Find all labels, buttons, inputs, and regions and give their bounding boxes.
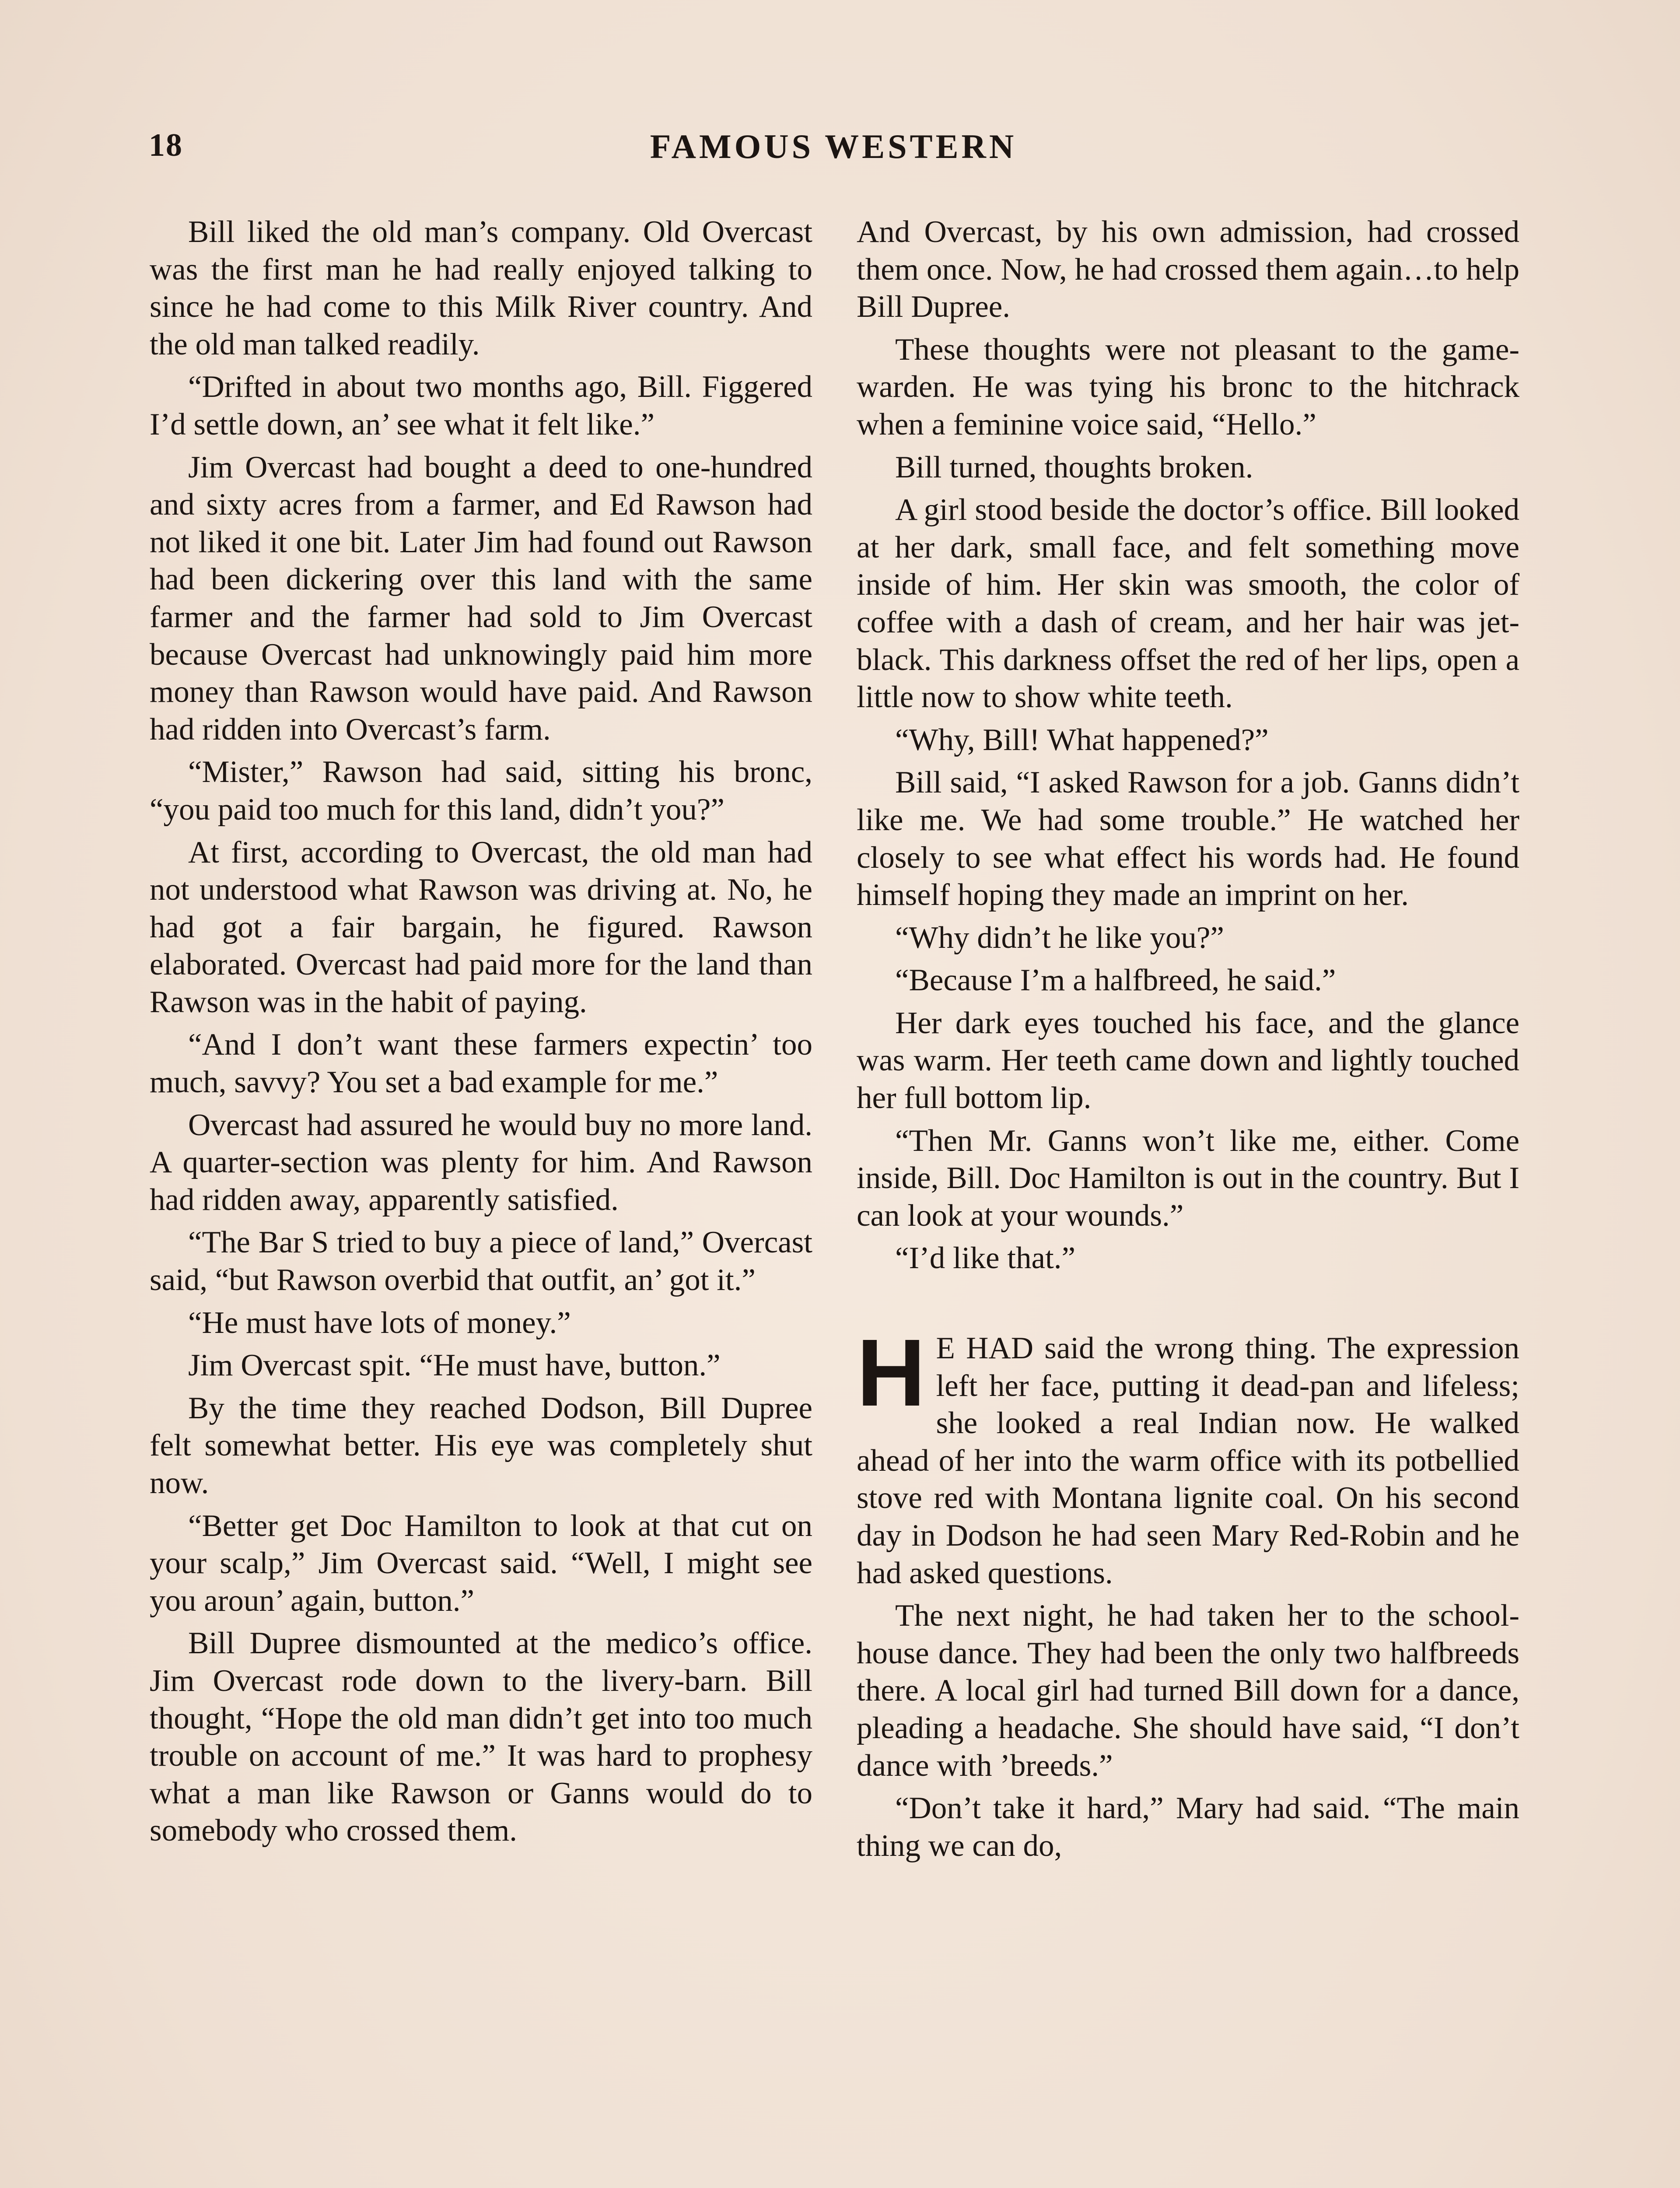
paragraph: “Better get Doc Hamilton to look at that cut on your scalp,” Jim Overcast said. “Well, I might see you aroun’ again, button.” <box>150 1508 812 1618</box>
paragraph: Overcast had assured he would buy no more land. A quarter-section was plenty for him. And Rawson had ridden away, apparently satisfied. <box>150 1108 812 1217</box>
paragraph: Bill Dupree dismounted at the medico’s office. Jim Overcast rode down to the livery-barn. Bill thought, “Hope the old man didn’t get into too much trouble on account of me.” It was hard to prophesy what a man like Rawson or Ganns would do to somebody who crossed them. <box>150 1626 812 1848</box>
paragraph: Bill turned, thoughts broken. <box>895 450 1253 484</box>
paragraph: The next night, he had taken her to the school-house dance. They had been the only two halfbreeds there. A local girl had turned Bill down for a dance, pleading a headache. She should have said, “I don’t dance with ’breeds.” <box>857 1599 1519 1783</box>
paragraph: A girl stood beside the doctor’s office. Bill looked at her dark, small face, and felt something move inside of him. Her skin was smooth, the color of coffee with a dash of cream, and her hair was jet-black. This darkness offset the red of her lips, open a little now to show white teeth. <box>857 493 1519 715</box>
paragraph: “Then Mr. Ganns won’t like me, either. Come inside, Bill. Doc Hamilton is out in the country. But I can look at your wounds.” <box>857 1123 1519 1233</box>
paragraph: Jim Overcast had bought a deed to one-hundred and sixty acres from a farmer, and Ed Rawson had not liked it one bit. Later Jim had found out Rawson had been dickering over this land with the same farmer and the farmer had sold to Jim Overcast because Overcast had unknowingly paid him more money than Rawson would have paid. And Rawson had ridden into Overcast’s farm. <box>150 450 812 747</box>
paragraph: “Don’t take it hard,” Mary had said. “The main thing we can do, <box>857 1791 1519 1863</box>
section-break-text: E HAD said the wrong thing. The expression left her face, putting it dead-pan and lifeless; she looked a real Indian now. He walked ahead of her into the warm office with its potbellied stove red with Montana lignite coal. On his second day in Dodson he had seen Mary Red-Robin and he had asked questions. <box>857 1331 1519 1590</box>
paragraph: “And I don’t want these farmers expectin’ too much, savvy? You set a bad example for me.” <box>150 1027 812 1100</box>
paragraph: “Why didn’t he like you?” <box>895 920 1224 955</box>
page-number: 18 <box>149 127 183 163</box>
paragraph: These thoughts were not pleasant to the game-warden. He was tying his bronc to the hitchrack when a feminine voice said, “Hello.” <box>857 332 1519 442</box>
paragraph: Her dark eyes touched his face, and the glance was warm. Her teeth came down and lightly touched her full bottom lip. <box>857 1006 1519 1115</box>
right-column <box>857 214 1519 1870</box>
paragraph: At first, according to Overcast, the old man had not understood what Rawson was driving at. No, he had got a fair bargain, he figured. Rawson elaborated. Overcast had paid more for the land than Rawson was in the habit of paying. <box>150 835 812 1019</box>
paragraph: Bill liked the old man’s company. Old Overcast was the first man he had really enjoyed talking to since he had come to this Milk River country. And the old man talked readily. <box>150 215 812 361</box>
paragraph: And Overcast, by his own admission, had crossed them once. Now, he had crossed them again…to help Bill Dupree. <box>857 215 1519 324</box>
paragraph: “Why, Bill! What happened?” <box>895 722 1269 757</box>
paragraph: Jim Overcast spit. “He must have, button.” <box>188 1348 721 1383</box>
left-column <box>150 214 812 1855</box>
paragraph: “Drifted in about two months ago, Bill. Figgered I’d settle down, an’ see what it felt like.” <box>150 370 812 442</box>
magazine-title: FAMOUS WESTERN <box>650 127 1017 165</box>
paragraph: “The Bar S tried to buy a piece of land,” Overcast said, “but Rawson overbid that outfit, an’ got it.” <box>150 1225 812 1297</box>
page-header <box>149 127 1518 175</box>
paragraph: Bill said, “I asked Rawson for a job. Ganns didn’t like me. We had some trouble.” He watched her closely to see what effect his words had. He found himself hoping they made an imprint on her. <box>857 765 1519 912</box>
paragraph: By the time they reached Dodson, Bill Dupree felt somewhat better. His eye was completely shut now. <box>150 1391 812 1500</box>
section-break-paragraph <box>857 1320 1519 1592</box>
paragraph: “I’d like that.” <box>895 1241 1075 1276</box>
paragraph: “Mister,” Rawson had said, sitting his bronc, “you paid too much for this land, didn’t you?” <box>150 755 812 827</box>
paragraph: “He must have lots of money.” <box>188 1305 571 1340</box>
drop-cap: H <box>857 1320 926 1427</box>
paragraph: “Because I’m a halfbreed, he said.” <box>895 963 1336 998</box>
